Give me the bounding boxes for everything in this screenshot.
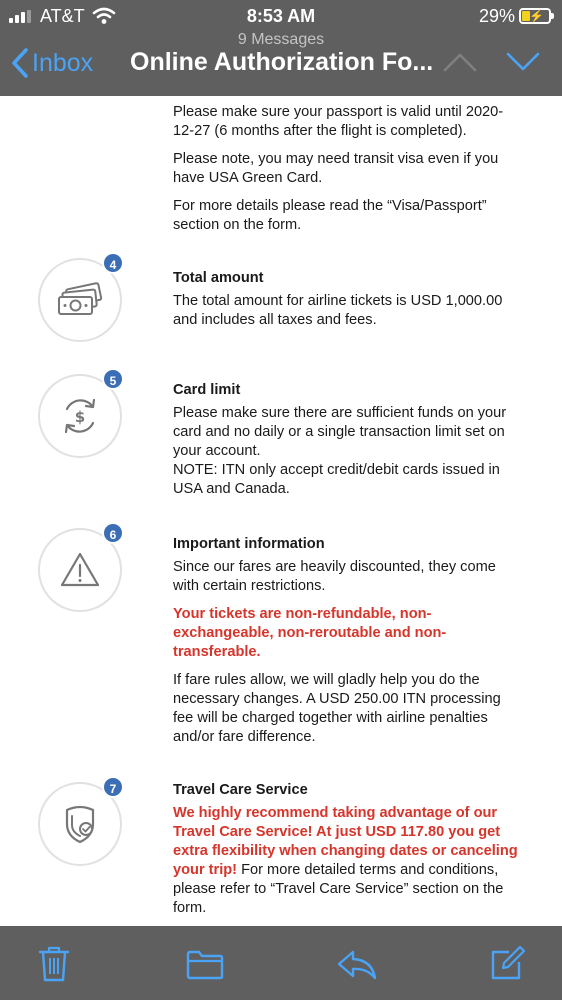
total-amount-section bbox=[173, 269, 518, 339]
battery-icon bbox=[519, 8, 551, 24]
section-text: Since our fares are heavily discounted, they come with certain restrictions. bbox=[173, 559, 496, 594]
card-note-text: NOTE: ITN only accept credit/debit cards issued in USA and Canada. bbox=[173, 462, 500, 497]
section-text: Please make sure there are sufficient funds on your card and no daily or a single transaction limit set on your account. bbox=[173, 405, 507, 459]
transit-visa-text: Please note, you may need transit visa even if you have USA Green Card. bbox=[173, 151, 499, 186]
svg-text:$: $ bbox=[74, 408, 86, 426]
step-badge: 6 bbox=[102, 522, 124, 544]
shield-check-icon bbox=[59, 802, 101, 846]
section-text: The total amount for airline tickets is USD 1,000.00 and includes all taxes and fees. bbox=[173, 293, 503, 328]
money-icon bbox=[56, 282, 104, 318]
charging-bolt-icon: ⚡ bbox=[529, 9, 544, 23]
email-body[interactable] bbox=[0, 96, 562, 926]
section-7-icon-circle bbox=[38, 782, 122, 866]
clock: 8:53 AM bbox=[246, 6, 316, 26]
dollar-cycle-icon bbox=[59, 395, 101, 437]
battery-percent: 29% bbox=[478, 6, 515, 26]
chevron-left-icon bbox=[10, 47, 30, 79]
passport-info bbox=[173, 103, 518, 244]
folder-icon[interactable] bbox=[186, 950, 224, 985]
bottom-toolbar bbox=[0, 926, 562, 1000]
travel-care-terms: For more detailed terms and conditions, please refer to “Travel Care Service” section on the form. bbox=[173, 862, 504, 916]
back-button[interactable] bbox=[10, 47, 93, 79]
warning-icon bbox=[59, 551, 101, 589]
section-5-icon-circle bbox=[38, 374, 122, 458]
back-label: Inbox bbox=[32, 48, 94, 77]
status-bar bbox=[0, 0, 562, 32]
step-badge: 5 bbox=[102, 368, 124, 390]
step-badge: 4 bbox=[102, 252, 124, 274]
card-limit-section bbox=[173, 381, 518, 508]
section-title: Important information bbox=[173, 536, 325, 552]
travel-care-section bbox=[173, 781, 518, 926]
section-title: Card limit bbox=[173, 382, 241, 398]
travel-care-recommendation: We highly recommend taking advantage of our Travel Care Service! At just USD 117.80 you get extra flexibility when changing dates or canceling your trip! bbox=[173, 805, 518, 878]
thread-title: Online Authorization Fo... bbox=[130, 48, 434, 76]
compose-icon[interactable] bbox=[489, 946, 525, 987]
visa-details-text: For more details please read the “Visa/Passport” section on the form. bbox=[173, 198, 487, 233]
non-refundable-warning: Your tickets are non-refundable, non-exchangeable, non-reroutable and non-transferable. bbox=[173, 606, 447, 660]
important-info-section bbox=[173, 535, 518, 756]
section-6-icon-circle bbox=[38, 528, 122, 612]
message-count: 9 Messages bbox=[237, 31, 325, 48]
section-title: Total amount bbox=[173, 270, 264, 286]
section-title: Travel Care Service bbox=[173, 782, 308, 798]
step-badge: 7 bbox=[102, 776, 124, 798]
travel-care-text bbox=[173, 804, 518, 918]
chevron-up-icon[interactable] bbox=[442, 50, 478, 79]
chevron-down-icon[interactable] bbox=[505, 50, 541, 79]
trash-icon[interactable] bbox=[38, 946, 70, 987]
section-4-icon-circle bbox=[38, 258, 122, 342]
top-bar bbox=[0, 0, 562, 96]
passport-validity-text: Please make sure your passport is valid until 2020-12-27 (6 months after the flight is completed). bbox=[173, 104, 504, 139]
mail-nav-bar bbox=[0, 30, 562, 96]
reply-icon[interactable] bbox=[337, 950, 377, 985]
carrier-name: AT&T bbox=[40, 6, 85, 26]
fare-change-text: If fare rules allow, we will gladly help you do the necessary changes. A USD 250.00 ITN processing fee will be charged together with airline penalties and/or fare difference. bbox=[173, 672, 501, 745]
